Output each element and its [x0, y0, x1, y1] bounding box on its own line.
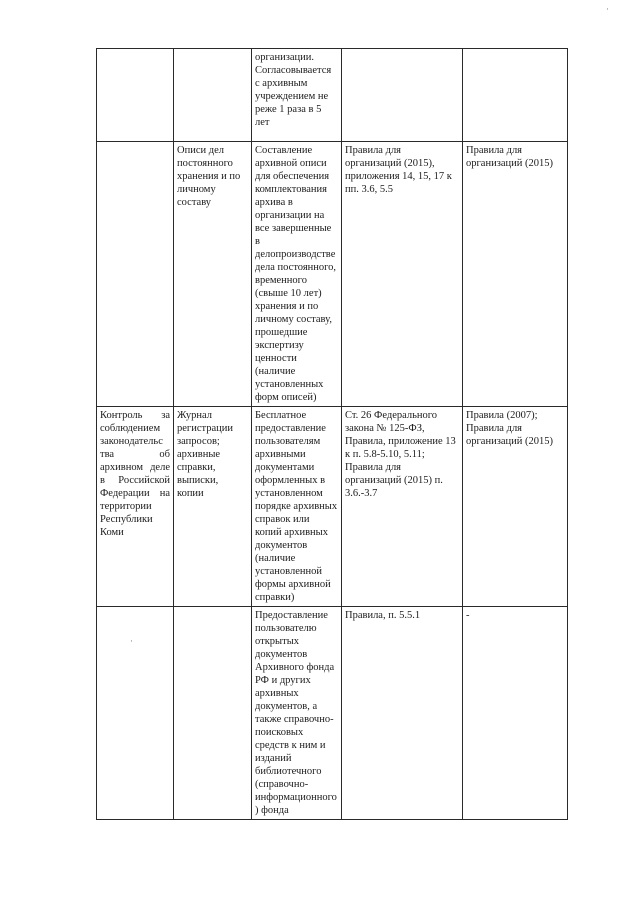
cell-function	[97, 49, 174, 142]
table-row	[97, 49, 568, 142]
cell-documents	[174, 607, 252, 820]
archive-control-table	[96, 48, 568, 820]
cell-action: организации. Согласовывается с архивным учреждением не реже 1 раза в 5 лет	[252, 49, 342, 142]
cell-function: Контроль за соблюдением законодательс тва об архивном деле в Российской Федерации на территории Республики Коми	[97, 407, 174, 607]
cell-function	[97, 142, 174, 407]
cell-basis: Правила, п. 5.5.1	[342, 607, 463, 820]
cell-basis	[342, 49, 463, 142]
scan-speck: ·	[606, 4, 609, 14]
cell-reference: Правила для организаций (2015)	[463, 142, 568, 407]
cell-function	[97, 607, 174, 820]
cell-reference: -	[463, 607, 568, 820]
cell-basis: Правила для организаций (2015), приложения 14, 15, 17 к пп. 3.6, 5.5	[342, 142, 463, 407]
cell-reference	[463, 49, 568, 142]
cell-reference: Правила (2007); Правила для организаций (2015)	[463, 407, 568, 607]
table-row	[97, 407, 568, 607]
cell-documents	[174, 49, 252, 142]
cell-documents: Описи дел постоянного хранения и по личному составу	[174, 142, 252, 407]
cell-action: Бесплатное предоставление пользователям архивными документами оформленных в установленном порядке архивных справок или копий архивных документов (наличие установленной формы архивной справки)	[252, 407, 342, 607]
cell-documents: Журнал регистрации запросов; архивные справки, выписки, копии	[174, 407, 252, 607]
scan-speck: ·	[130, 636, 133, 646]
cell-action: Составление архивной описи для обеспечения комплектования архива в организации на все завершенные в делопроизводстве дела постоянного, временного (свыше 10 лет) хранения и по личному составу, прошедшие экспертизу ценности (наличие установленных форм описей)	[252, 142, 342, 407]
cell-action: Предоставление пользователю открытых документов Архивного фонда РФ и других архивных документов, а также справочно- поисковых средств к ним и изданий библиотечного (справочно- информационного ) фонда	[252, 607, 342, 820]
cell-basis: Ст. 26 Федерального закона № 125-ФЗ, Правила, приложение 13 к п. 5.8-5.10, 5.11; Правила для организаций (2015) п. 3.6.-3.7	[342, 407, 463, 607]
table-row	[97, 142, 568, 407]
table-row	[97, 607, 568, 820]
